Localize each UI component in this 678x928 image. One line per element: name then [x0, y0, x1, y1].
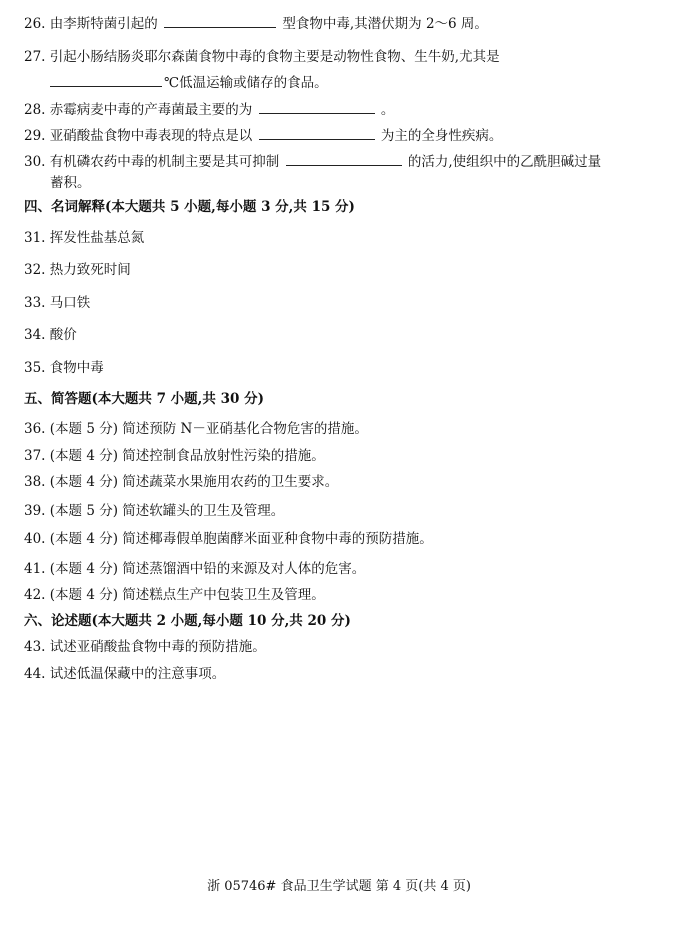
question-27-continued [24, 73, 328, 93]
section-heading-4: 四、名词解释(本大题共 5 小题,每小题 3 分,共 15 分) [24, 199, 355, 215]
question-41: 41. (本题 4 分) 简述蒸馏酒中铅的来源及对人体的危害。 [24, 561, 366, 577]
question-36: 36. (本题 5 分) 简述预防 N－亚硝基化合物危害的措施。 [24, 421, 368, 437]
answer-blank[interactable] [50, 73, 162, 87]
question-34: 34. 酸价 [24, 327, 77, 343]
answer-blank[interactable] [286, 152, 402, 166]
question-30-continued [24, 173, 91, 193]
question-text: 引起小肠结肠炎耶尔森菌食物中毒的食物主要是动物性食物、生牛奶,尤其是 [49, 49, 500, 65]
question-text: 有机磷农药中毒的机制主要是其可抑制 [49, 154, 280, 170]
question-number: 27. [24, 49, 46, 65]
question-text: 为主的全身性疾病。 [380, 128, 503, 144]
question-text: 蓄积。 [50, 175, 91, 191]
section-heading-6: 六、论述题(本大题共 2 小题,每小题 10 分,共 20 分) [24, 613, 351, 629]
question-42: 42. (本题 4 分) 简述糕点生产中包装卫生及管理。 [24, 587, 325, 603]
question-37: 37. (本题 4 分) 简述控制食品放射性污染的措施。 [24, 448, 325, 464]
question-44: 44. 试述低温保藏中的注意事项。 [24, 666, 226, 682]
answer-blank[interactable] [259, 100, 375, 114]
question-text: 亚硝酸盐食物中毒表现的特点是以 [49, 128, 253, 144]
answer-blank[interactable] [259, 126, 375, 140]
question-38: 38. (本题 4 分) 简述蔬菜水果施用农药的卫生要求。 [24, 474, 339, 490]
question-number: 30. [24, 154, 46, 170]
question-number: 28. [24, 102, 46, 118]
question-31: 31. 挥发性盐基总氮 [24, 230, 145, 246]
question-text: 赤霉病麦中毒的产毒菌最主要的为 [49, 102, 253, 118]
section-heading-5: 五、简答题(本大题共 7 小题,共 30 分) [24, 391, 264, 407]
question-text: 由李斯特菌引起的 [49, 16, 158, 32]
question-number: 26. [24, 16, 46, 32]
question-40: 40. (本题 4 分) 简述椰毒假单胞菌酵米面亚种食物中毒的预防措施。 [24, 531, 433, 547]
answer-blank[interactable] [164, 14, 276, 28]
question-35: 35. 食物中毒 [24, 360, 104, 376]
question-26 [24, 14, 488, 34]
question-30 [24, 152, 601, 172]
question-text: 型食物中毒,其潜伏期为 2～6 周。 [282, 16, 488, 32]
question-39: 39. (本题 5 分) 简述软罐头的卫生及管理。 [24, 503, 285, 519]
question-28 [24, 100, 394, 120]
question-27 [24, 47, 500, 67]
question-text: ℃低温运输或储存的食品。 [164, 75, 328, 91]
question-text: 的活力,使组织中的乙酰胆碱过量 [407, 154, 602, 170]
question-number: 29. [24, 128, 46, 144]
question-33: 33. 马口铁 [24, 295, 91, 311]
question-43: 43. 试述亚硝酸盐食物中毒的预防措施。 [24, 639, 266, 655]
question-text: 。 [380, 102, 395, 118]
question-32: 32. 热力致死时间 [24, 262, 131, 278]
question-29 [24, 126, 502, 146]
page-footer: 浙 05746# 食品卫生学试题 第 4 页(共 4 页) [207, 879, 471, 894]
